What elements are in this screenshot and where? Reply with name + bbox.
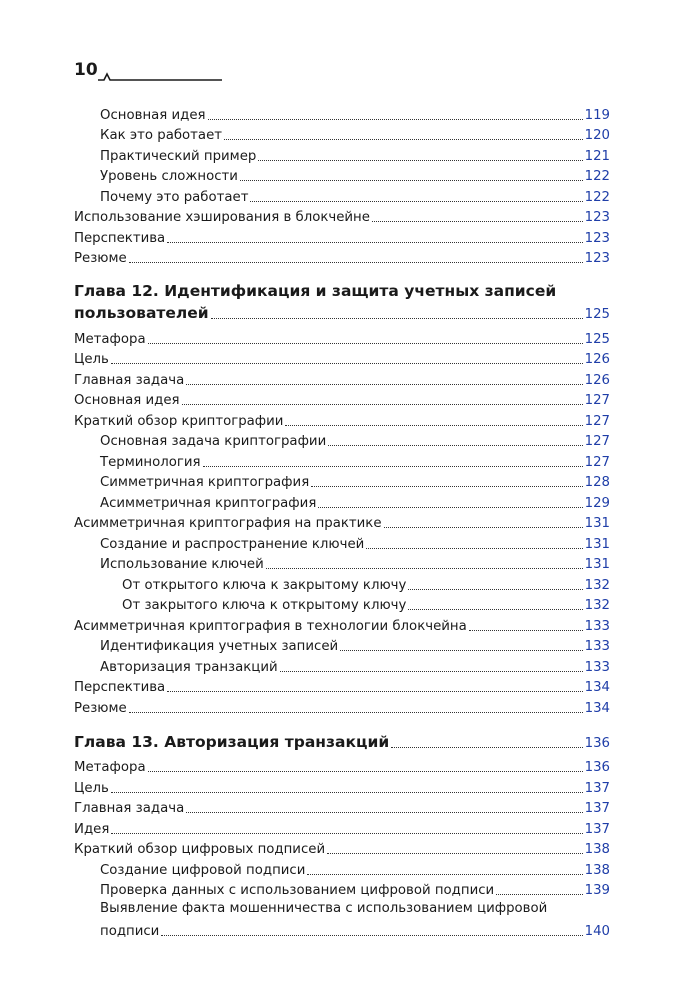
dot-leader	[340, 650, 582, 651]
dot-leader	[366, 548, 582, 549]
toc-entry[interactable]	[74, 368, 610, 389]
page-ref[interactable]: 136	[584, 735, 610, 751]
entry-title-line2	[100, 920, 610, 941]
dot-leader	[408, 609, 582, 610]
dot-leader	[203, 466, 583, 467]
chapter-title-cont: пользователей	[74, 304, 209, 322]
toc-entry[interactable]	[74, 491, 610, 512]
toc-entry[interactable]	[74, 512, 610, 533]
chapter-title-line	[74, 302, 610, 323]
toc-entry[interactable]	[74, 553, 610, 574]
entry-title: Цель	[74, 352, 109, 367]
page-ref[interactable]: 134	[584, 680, 610, 695]
toc-entry[interactable]	[74, 144, 610, 165]
dot-leader	[328, 445, 582, 446]
dot-leader	[240, 180, 583, 181]
page-ref[interactable]: 133	[584, 659, 610, 675]
toc-entry[interactable]	[74, 103, 610, 124]
entry-title: Метафора	[74, 331, 146, 347]
dot-leader	[186, 812, 582, 813]
page-ref[interactable]: 131	[584, 557, 610, 572]
chapter-title: Глава 13. Авторизация транзакций	[74, 732, 390, 751]
page-number: 10	[74, 60, 98, 80]
toc-section-chapter13	[74, 756, 610, 900]
toc-entry[interactable]	[74, 450, 610, 471]
entry-title-line1: Выявление факта мошенничества с использованием цифровой	[100, 901, 548, 916]
page-ref[interactable]: 137	[584, 780, 610, 796]
dot-leader	[408, 589, 582, 590]
page-ref[interactable]: 123	[584, 210, 610, 225]
entry-title: Уровень сложности	[100, 169, 238, 184]
toc-entry[interactable]	[74, 635, 610, 656]
entry-title: Идентификация учетных записей	[100, 639, 339, 654]
page-ref[interactable]: 129	[584, 495, 610, 511]
page-header	[74, 60, 220, 86]
entry-title: Метафора	[74, 760, 146, 775]
entry-title: От закрытого ключа к открытому ключу	[122, 598, 407, 613]
page-ref[interactable]: 137	[584, 801, 610, 816]
dot-leader	[372, 221, 583, 222]
page-ref[interactable]: 127	[584, 413, 610, 429]
page-ref[interactable]: 126	[584, 372, 610, 388]
dot-leader	[111, 363, 583, 364]
entry-title: Главная задача	[74, 372, 185, 388]
toc-entry[interactable]	[74, 206, 610, 227]
entry-title: Создание цифровой подписи	[100, 862, 306, 878]
entry-title: Терминология	[100, 454, 201, 470]
dot-leader	[211, 318, 583, 319]
chapter-13-heading[interactable]	[74, 731, 610, 752]
page-ref[interactable]: 120	[584, 128, 610, 143]
dot-leader	[327, 853, 583, 854]
entry-title: Краткий обзор цифровых подписей	[74, 842, 326, 857]
entry-title: Главная задача	[74, 801, 185, 816]
toc-entry[interactable]	[74, 247, 610, 268]
chapter-title-line	[74, 731, 610, 752]
dot-leader	[148, 343, 583, 344]
page-ref[interactable]: 127	[584, 393, 610, 408]
page-ref[interactable]: 132	[584, 577, 610, 593]
toc-entry[interactable]	[74, 327, 610, 348]
entry-title: Использование хэширования в блокчейне	[74, 210, 370, 225]
page-ref[interactable]: 128	[584, 475, 610, 490]
toc-entry[interactable]	[74, 226, 610, 247]
entry-title: Резюме	[74, 251, 127, 266]
toc-entry[interactable]	[74, 532, 610, 553]
chapter-title-line: Глава 12. Идентификация и защита учетных записей	[74, 282, 557, 300]
page-ref[interactable]: 132	[584, 598, 610, 613]
toc-entry[interactable]	[74, 676, 610, 697]
header-rule	[98, 72, 222, 82]
toc-entry[interactable]	[74, 655, 610, 676]
entry-title: Симметричная криптография	[100, 475, 310, 490]
toc-entry[interactable]	[74, 165, 610, 186]
entry-title: Асимметричная криптография на практике	[74, 516, 382, 531]
dot-leader	[391, 747, 582, 748]
page-ref[interactable]: 133	[584, 639, 610, 654]
page-ref[interactable]: 126	[584, 352, 610, 367]
toc-entry[interactable]	[74, 409, 610, 430]
dot-leader	[148, 771, 583, 772]
dot-leader	[129, 712, 583, 713]
page-ref[interactable]: 139	[584, 883, 610, 898]
dot-leader	[258, 160, 582, 161]
entry-title: Цель	[74, 780, 109, 796]
toc-entry[interactable]	[74, 879, 610, 900]
entry-title: Как это работает	[100, 128, 222, 143]
page-ref[interactable]: 122	[584, 189, 610, 205]
toc-entry[interactable]	[74, 776, 610, 797]
dot-leader	[285, 425, 582, 426]
page-ref[interactable]: 137	[584, 821, 610, 837]
toc-entry[interactable]	[74, 899, 610, 940]
page-ref[interactable]: 140	[584, 924, 610, 939]
page-ref[interactable]: 123	[584, 230, 610, 246]
entry-title: Основная идея	[100, 107, 206, 123]
entry-title: Основная задача криптографии	[100, 434, 327, 449]
page-ref[interactable]: 136	[584, 760, 610, 775]
toc-entry[interactable]	[74, 858, 610, 879]
toc-section-chapter12	[74, 327, 610, 717]
entry-title: Авторизация транзакций	[100, 659, 278, 675]
toc-entry[interactable]	[74, 696, 610, 717]
page-ref[interactable]: 121	[584, 148, 610, 164]
page-ref[interactable]: 125	[584, 331, 610, 347]
toc-entry[interactable]	[74, 471, 610, 492]
page-ref[interactable]: 131	[584, 536, 610, 552]
entry-title: Асимметричная криптография	[100, 495, 317, 511]
toc-entry[interactable]	[74, 756, 610, 777]
page-ref[interactable]: 122	[584, 169, 610, 184]
dot-leader	[469, 630, 583, 631]
entry-title: Использование ключей	[100, 557, 264, 572]
dot-leader	[266, 568, 583, 569]
entry-title: Краткий обзор криптографии	[74, 413, 284, 429]
page-ref[interactable]: 138	[584, 862, 610, 878]
entry-title: Идея	[74, 821, 110, 837]
dot-leader	[182, 404, 583, 405]
entry-title: Перспектива	[74, 680, 166, 695]
dot-leader	[280, 671, 583, 672]
dot-leader	[224, 139, 583, 140]
page-ref[interactable]: 138	[584, 842, 610, 857]
entry-title: Основная идея	[74, 393, 180, 408]
dot-leader	[129, 262, 583, 263]
entry-title: Перспектива	[74, 230, 166, 246]
dot-leader	[167, 242, 582, 243]
toc-entry[interactable]	[74, 348, 610, 369]
entry-title: Асимметричная криптография в технологии блокчейна	[74, 618, 467, 634]
entry-title: Практический пример	[100, 148, 257, 164]
dot-leader	[111, 833, 582, 834]
toc-entry[interactable]	[74, 838, 610, 859]
toc-section-chapter11-tail	[74, 103, 610, 267]
chapter-12-heading[interactable]	[74, 281, 610, 323]
dot-leader	[311, 486, 582, 487]
toc-entry[interactable]	[74, 817, 610, 838]
toc-entry[interactable]	[74, 185, 610, 206]
toc-entry[interactable]	[74, 797, 610, 818]
page-ref[interactable]: 123	[584, 251, 610, 266]
toc-entry[interactable]	[74, 614, 610, 635]
toc-entry[interactable]	[74, 389, 610, 410]
dot-leader	[496, 894, 582, 895]
page-ref[interactable]: 119	[584, 107, 610, 123]
toc-entry[interactable]	[74, 430, 610, 451]
entry-title: Создание и распространение ключей	[100, 536, 365, 552]
dot-leader	[307, 874, 582, 875]
toc-entry[interactable]	[74, 594, 610, 615]
page-ref[interactable]: 127	[584, 434, 610, 449]
dot-leader	[167, 691, 582, 692]
dot-leader	[384, 527, 583, 528]
entry-title: Почему это работает	[100, 189, 249, 205]
dot-leader	[186, 384, 582, 385]
page-ref[interactable]: 133	[584, 618, 610, 634]
toc-entry[interactable]	[74, 124, 610, 145]
dot-leader	[208, 119, 583, 120]
entry-title-cont: подписи	[100, 924, 160, 939]
entry-title: Резюме	[74, 700, 127, 716]
entry-title: От открытого ключа к закрытому ключу	[122, 577, 407, 593]
toc-entry[interactable]	[74, 573, 610, 594]
page-ref[interactable]: 125	[584, 307, 610, 322]
dot-leader	[318, 507, 582, 508]
entry-title: Проверка данных с использованием цифровой подписи	[100, 883, 495, 898]
dot-leader	[250, 201, 582, 202]
dot-leader	[111, 792, 583, 793]
page-ref[interactable]: 127	[584, 454, 610, 470]
page-ref[interactable]: 131	[584, 516, 610, 531]
page-ref[interactable]: 134	[584, 700, 610, 716]
dot-leader	[161, 935, 582, 936]
table-of-contents	[74, 103, 610, 940]
